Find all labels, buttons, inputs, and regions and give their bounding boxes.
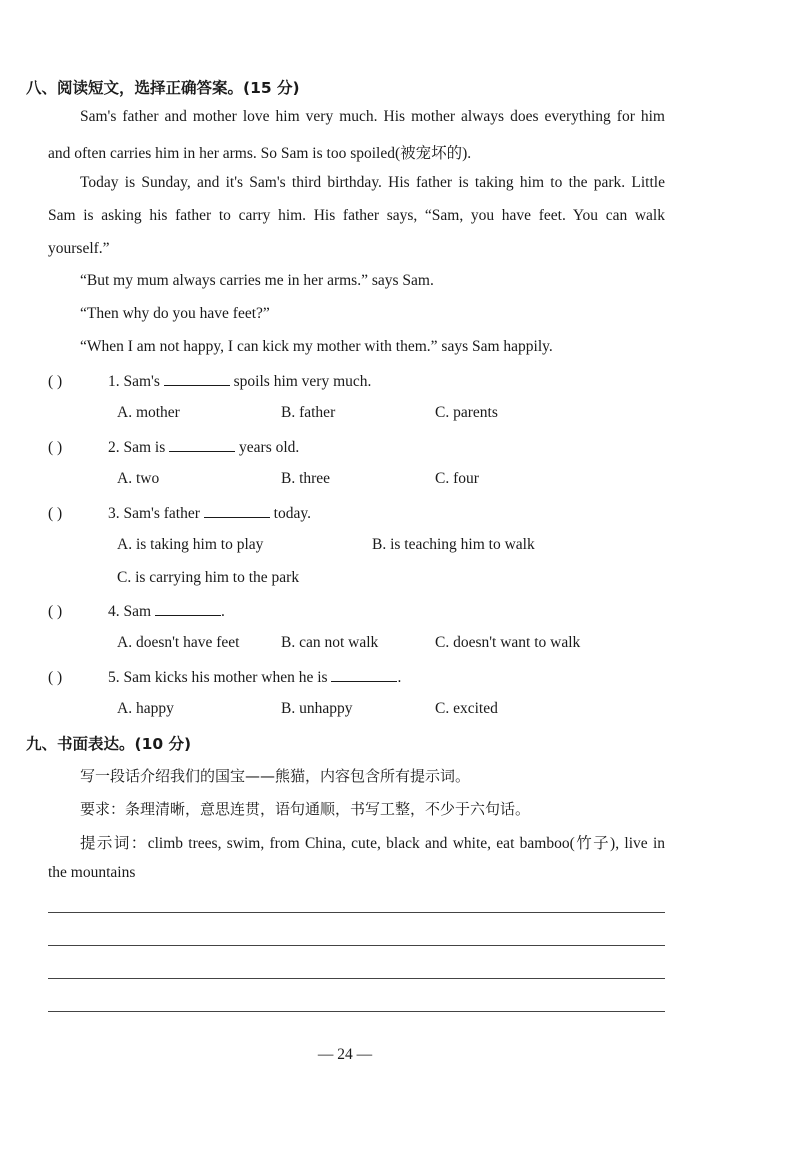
answer-paren[interactable]: ( ) xyxy=(48,439,63,456)
passage-p1-line1: Sam's father and mother love him very much. His mother always does everything for him xyxy=(80,108,665,125)
writing-line[interactable] xyxy=(48,1011,665,1012)
passage-p4: “Then why do you have feet?” xyxy=(80,305,270,322)
page-number: — 24 — xyxy=(317,1046,373,1063)
question-3 xyxy=(48,503,311,523)
writing-line[interactable] xyxy=(48,945,665,946)
option-5c[interactable]: C. excited xyxy=(435,700,498,717)
option-3c[interactable]: C. is carrying him to the park xyxy=(117,569,300,586)
question-text-before: 1. Sam's xyxy=(108,373,160,390)
writing-requirement: 要求：条理清晰，意思连贯，语句通顺，书写工整，不少于六句话。 xyxy=(80,800,531,818)
option-2c[interactable]: C. four xyxy=(435,470,479,487)
answer-blank[interactable] xyxy=(331,667,397,682)
option-3b[interactable]: B. is teaching him to walk xyxy=(372,536,535,553)
writing-hints-line1: 提示词：climb trees, swim, from China, cute, black and white, eat bamboo(竹子), live in xyxy=(80,835,665,852)
option-3a[interactable]: A. is taking him to play xyxy=(117,536,264,553)
option-4c[interactable]: C. doesn't want to walk xyxy=(435,634,581,651)
option-4a[interactable]: A. doesn't have feet xyxy=(117,634,240,651)
answer-blank[interactable] xyxy=(155,601,221,616)
option-5b[interactable]: B. unhappy xyxy=(281,700,353,717)
writing-hints-line2: the mountains xyxy=(48,864,136,881)
option-4b[interactable]: B. can not walk xyxy=(281,634,379,651)
answer-paren[interactable]: ( ) xyxy=(48,373,63,390)
passage-p2-line2: Sam is asking his father to carry him. His father says, “Sam, you have feet. You can walk xyxy=(48,207,665,224)
writing-instruction: 写一段话介绍我们的国宝——熊猫，内容包含所有提示词。 xyxy=(80,767,471,785)
question-4 xyxy=(48,601,225,621)
option-1c[interactable]: C. parents xyxy=(435,404,498,421)
question-2 xyxy=(48,437,299,457)
question-text-after: spoils him very much. xyxy=(233,373,372,390)
question-5 xyxy=(48,667,401,687)
option-1a[interactable]: A. mother xyxy=(117,404,180,421)
answer-blank[interactable] xyxy=(169,437,235,452)
option-2a[interactable]: A. two xyxy=(117,470,160,487)
question-1 xyxy=(48,371,371,391)
question-text-after: years old. xyxy=(239,439,300,456)
option-1b[interactable]: B. father xyxy=(281,404,336,421)
question-text-after: today. xyxy=(273,505,311,522)
answer-paren[interactable]: ( ) xyxy=(48,505,63,522)
question-text-before: 5. Sam kicks his mother when he is xyxy=(108,669,328,686)
section-8-title: 八、阅读短文，选择正确答案。(15 分) xyxy=(26,79,300,97)
answer-paren[interactable]: ( ) xyxy=(48,603,63,620)
question-text-before: 4. Sam xyxy=(108,603,152,620)
answer-blank[interactable] xyxy=(204,503,270,518)
passage-p3: “But my mum always carries me in her arms.” says Sam. xyxy=(80,272,434,289)
option-2b[interactable]: B. three xyxy=(281,470,331,487)
passage-p5: “When I am not happy, I can kick my mother with them.” says Sam happily. xyxy=(80,338,553,355)
passage-p2-line1: Today is Sunday, and it's Sam's third birthday. His father is taking him to the park. Little xyxy=(80,174,665,191)
writing-line[interactable] xyxy=(48,912,665,913)
passage-p2-line3: yourself.” xyxy=(48,240,110,257)
question-text-before: 3. Sam's father xyxy=(108,505,200,522)
section-9-title: 九、书面表达。(10 分) xyxy=(26,735,192,753)
answer-paren[interactable]: ( ) xyxy=(48,669,63,686)
answer-blank[interactable] xyxy=(164,371,230,386)
passage-p1-line2: and often carries him in her arms. So Sam is too spoiled(被宠坏的). xyxy=(48,145,472,162)
question-text-after: . xyxy=(220,603,225,620)
option-5a[interactable]: A. happy xyxy=(117,700,174,717)
question-text-before: 2. Sam is xyxy=(108,439,166,456)
writing-line[interactable] xyxy=(48,978,665,979)
question-text-after: . xyxy=(397,669,402,686)
